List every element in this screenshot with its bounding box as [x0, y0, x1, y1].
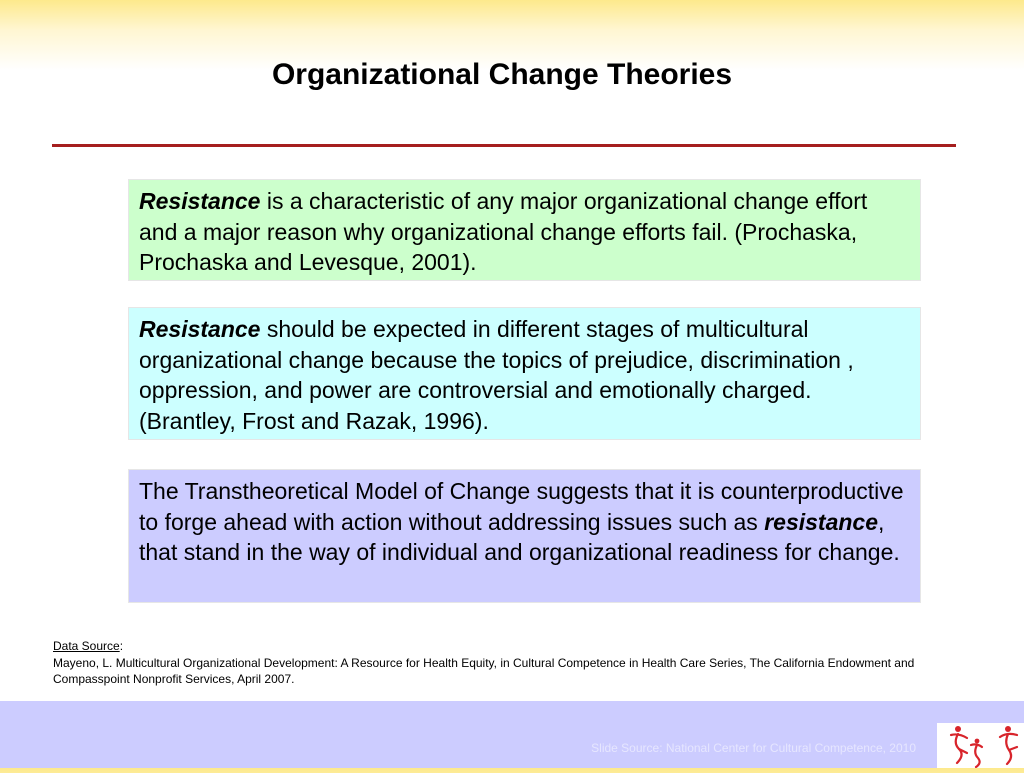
- keyword-resistance: resistance: [764, 508, 879, 535]
- dancing-figures-icon: [937, 723, 1024, 768]
- transtheoretical-model-box: [128, 469, 921, 603]
- box-text-before: The Transtheoretical Model of Change suggests that it is counterproductive to forge ahead with action without addressing issues such as: [139, 478, 904, 535]
- resistance-definition-box: [128, 179, 921, 281]
- box-text: should be expected in different stages of multicultural organizational change because the topics of prejudice, discrimination , oppression, and power are controversial and emotionally charged. (Brantley, Frost and Razak, 1996).: [139, 316, 854, 434]
- keyword-resistance: Resistance: [139, 316, 261, 342]
- ncc-logo: [937, 723, 1024, 768]
- data-source-citation: Mayeno, L. Multicultural Organizational Development: A Resource for Health Equity, in Cultural Competence in Health Care Series, The California Endowment and Compasspoint Nonprofit Services, April 2007.: [53, 655, 915, 686]
- data-source: [53, 638, 973, 688]
- data-source-label: Data Source: [53, 639, 120, 653]
- resistance-expectation-box: [128, 307, 921, 440]
- keyword-resistance: Resistance: [139, 188, 261, 214]
- slide-source: Slide Source: National Center for Cultural Competence, 2010: [591, 741, 916, 755]
- box-text-after: , that stand in the way of individual and organizational readiness for change.: [139, 508, 900, 565]
- data-source-colon: :: [119, 639, 124, 653]
- footer-bar: [0, 701, 1024, 768]
- slide-title: Organizational Change Theories: [271, 58, 733, 91]
- box-text: is a characteristic of any major organizational change effort and a major reason why organizational change efforts fail. (Prochaska, Prochaska and Levesque, 2001).: [139, 188, 868, 275]
- title-divider: [52, 144, 956, 147]
